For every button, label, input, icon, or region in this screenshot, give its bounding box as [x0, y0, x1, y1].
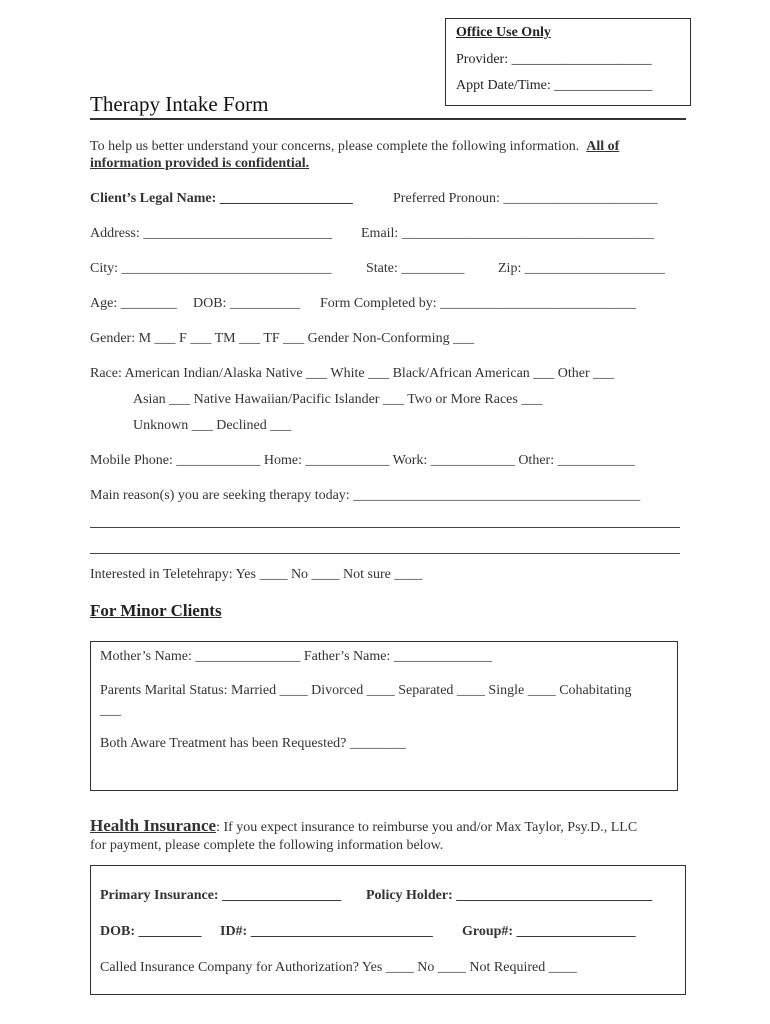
- both-aware-field[interactable]: Both Aware Treatment has been Requested? ________: [100, 736, 406, 751]
- minor-section-heading: For Minor Clients: [90, 601, 222, 620]
- reason-field[interactable]: Main reason(s) you are seeking therapy today: _________________________________________: [90, 488, 641, 503]
- legal-name-field[interactable]: Client’s Legal Name: ___________________: [90, 191, 353, 206]
- provider-field[interactable]: Provider: ____________________: [456, 52, 652, 67]
- policy-holder-field[interactable]: Policy Holder: ____________________________: [366, 888, 653, 903]
- state-field[interactable]: State: _________: [366, 261, 465, 276]
- primary-insurance-field[interactable]: Primary Insurance: _________________: [100, 888, 342, 903]
- insurance-intro-1: : If you expect insurance to reimburse you and/or Max Taylor, Psy.D., LLC: [216, 820, 638, 835]
- title-divider: [90, 118, 686, 120]
- completed-by-field[interactable]: Form Completed by: ____________________________: [320, 296, 637, 311]
- race-row-2[interactable]: Asian ___ Native Hawaiian/Pacific Islander ___ Two or More Races ___: [133, 392, 543, 407]
- race-row-1[interactable]: Race: American Indian/Alaska Native ___ White ___ Black/African American ___ Other ___: [90, 366, 615, 381]
- address-field[interactable]: Address: ___________________________: [90, 226, 333, 241]
- group-number-field[interactable]: Group#: _________________: [462, 924, 636, 939]
- reason-line-2[interactable]: [90, 527, 680, 528]
- insurance-intro-2: for payment, please complete the following information below.: [90, 838, 444, 853]
- race-row-3[interactable]: Unknown ___ Declined ___: [133, 418, 292, 433]
- marital-status-field[interactable]: Parents Marital Status: Married ____ Divorced ____ Separated ____ Single ____ Cohabitating: [100, 683, 632, 698]
- authorization-field[interactable]: Called Insurance Company for Authorization? Yes ____ No ____ Not Required ____: [100, 960, 577, 975]
- insurance-heading: Health Insurance: [90, 816, 217, 835]
- minor-clients-box: [90, 641, 678, 791]
- phones-field[interactable]: Mobile Phone: ____________ Home: ____________ Work: ____________ Other: ___________: [90, 453, 635, 468]
- reason-line-3[interactable]: [90, 553, 680, 554]
- gender-field[interactable]: Gender: M ___ F ___ TM ___ TF ___ Gender Non-Conforming ___: [90, 331, 475, 346]
- marital-status-continuation[interactable]: ___: [100, 703, 121, 718]
- intro-emphasis-1: All of: [586, 139, 620, 154]
- office-use-box: [445, 18, 691, 106]
- appt-datetime-field[interactable]: Appt Date/Time: ______________: [456, 78, 653, 93]
- insurance-intro: [90, 816, 637, 836]
- city-field[interactable]: City: ______________________________: [90, 261, 332, 276]
- telehealth-field[interactable]: Interested in Teletehrapy: Yes ____ No ____ Not sure ____: [90, 567, 423, 582]
- pronoun-field[interactable]: Preferred Pronoun: ______________________: [393, 191, 658, 206]
- email-field[interactable]: Email: ____________________________________: [361, 226, 654, 241]
- insurance-box: [90, 865, 686, 995]
- intro-sentence: To help us better understand your concerns, please complete the following information.: [90, 139, 580, 154]
- parent-names-field[interactable]: Mother’s Name: _______________ Father’s Name: ______________: [100, 649, 492, 664]
- dob-field[interactable]: DOB: __________: [193, 296, 300, 311]
- zip-field[interactable]: Zip: ____________________: [498, 261, 665, 276]
- page-title: Therapy Intake Form: [90, 92, 269, 116]
- insurance-dob-field[interactable]: DOB: _________: [100, 924, 202, 939]
- age-field[interactable]: Age: ________: [90, 296, 177, 311]
- intro-emphasis-2: information provided is confidential.: [90, 156, 310, 171]
- insurance-id-field[interactable]: ID#: __________________________: [220, 924, 433, 939]
- office-use-heading: Office Use Only: [456, 25, 551, 40]
- intro-text: [90, 139, 619, 155]
